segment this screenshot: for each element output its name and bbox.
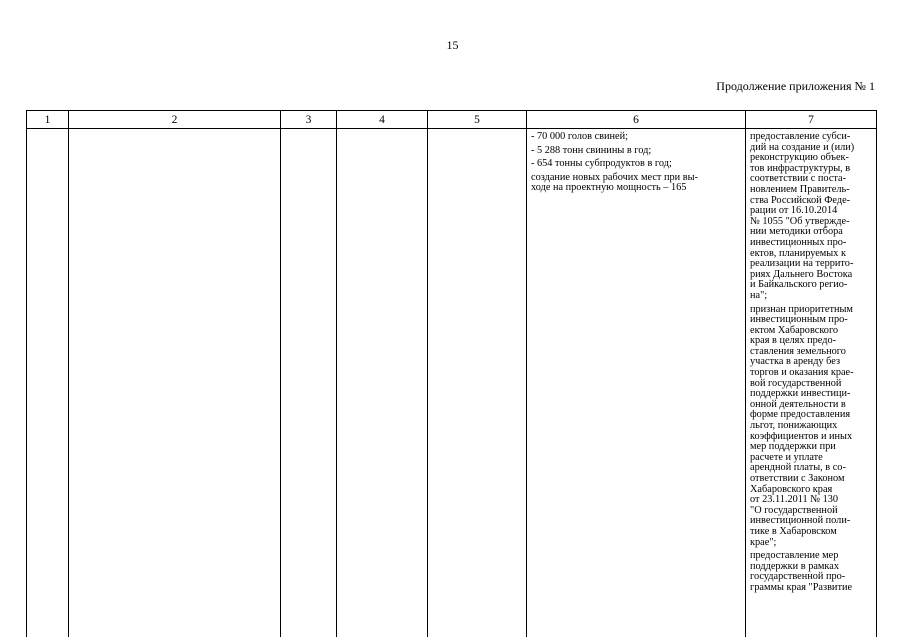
text-line: ства Российской Феде- [750, 194, 851, 206]
text-line: предоставление мер [750, 550, 839, 562]
text-line: соответствии с поста- [750, 173, 847, 185]
text-line: нии методики отбора [750, 226, 843, 238]
column-header-1: 1 [27, 111, 69, 129]
cell-col-6 [527, 129, 746, 638]
text-line: торгов и оказания крае- [750, 367, 854, 379]
text-line: форме предоставления [750, 409, 851, 421]
cell-col-1 [27, 129, 69, 638]
text-line: ходе на проектную мощность – 165 [531, 182, 687, 194]
text-line: тов инфраструктуры, в [750, 162, 851, 174]
text-line: - 654 тонны субпродуктов в год; [531, 158, 672, 170]
text-line: ектом Хабаровского [750, 324, 839, 336]
text-line: от 23.11.2011 № 130 [750, 494, 839, 506]
cell-col-7 [746, 129, 877, 638]
indicators-paragraph [531, 132, 741, 143]
text-line: арендной платы, в со- [750, 462, 846, 474]
support-measures-text [750, 132, 872, 594]
column-header-6: 6 [527, 111, 746, 129]
text-line: онной деятельности в [750, 398, 846, 410]
text-line: инвестиционной поли- [750, 515, 851, 527]
text-line: рации от 16.10.2014 [750, 205, 838, 217]
text-line: и Байкальского регио- [750, 279, 848, 291]
appendix-table [26, 110, 877, 637]
support-measures-paragraph [750, 551, 872, 593]
text-line: инвестиционным про- [750, 314, 848, 326]
page-number: 15 [446, 38, 459, 52]
column-header-7: 7 [746, 111, 877, 129]
text-line: создание новых рабочих мест при вы- [531, 171, 698, 183]
text-line: реконструкцию объек- [750, 152, 849, 164]
cell-col-3 [281, 129, 337, 638]
header-row [27, 111, 877, 129]
text-line: на"; [750, 289, 768, 301]
text-line: поддержки в рамках [750, 560, 839, 572]
cell-col-5 [428, 129, 527, 638]
text-line: мер поддержки при [750, 441, 836, 453]
text-line: крае"; [750, 536, 777, 548]
text-line: "О государственной [750, 504, 838, 516]
text-line: тике в Хабаровском [750, 525, 837, 537]
column-header-2: 2 [69, 111, 281, 129]
indicators-paragraph [531, 159, 741, 170]
table-row [27, 129, 877, 638]
support-measures-paragraph [750, 132, 872, 302]
text-line: ответствии с Законом [750, 473, 845, 484]
cell-col-2 [69, 129, 281, 638]
text-line: расчете и уплате [750, 451, 823, 463]
text-line: Хабаровского края [750, 483, 833, 495]
indicators-paragraph [531, 173, 741, 194]
text-line: - 70 000 голов свиней; [531, 131, 628, 142]
text-line: признан приоритетным [750, 303, 853, 315]
text-line: риях Дальнего Востока [750, 268, 853, 280]
column-header-4: 4 [337, 111, 428, 129]
production-indicators-text [531, 132, 741, 194]
text-line: поддержки инвестици- [750, 388, 851, 400]
text-line: - 5 288 тонн свинины в год; [531, 144, 652, 156]
text-line: граммы края "Развитие [750, 581, 853, 593]
text-line: ектов, планируемых к [750, 247, 846, 259]
text-line: новлением Правитель- [750, 183, 850, 195]
text-line: государственной про- [750, 571, 846, 583]
column-header-5: 5 [428, 111, 527, 129]
appendix-continuation-label: Продолжение приложения № 1 [716, 79, 875, 93]
text-line: коэффициентов и иных [750, 430, 853, 442]
indicators-paragraph [531, 146, 741, 157]
text-line: края в целях предо- [750, 335, 837, 347]
text-line: реализации на террито- [750, 258, 854, 270]
text-line: ставления земельного [750, 345, 846, 357]
text-line: № 1055 "Об утвержде- [750, 215, 850, 227]
text-line: льгот, понижающих [750, 420, 838, 432]
text-line: вой государственной [750, 377, 842, 389]
text-line: инвестиционных про- [750, 236, 847, 248]
text-line: участка в аренду без [750, 356, 841, 368]
support-measures-paragraph [750, 305, 872, 549]
text-line: дий на создание и (или) [750, 141, 855, 153]
cell-col-4 [337, 129, 428, 638]
text-line: предоставление субси- [750, 131, 851, 142]
column-header-3: 3 [281, 111, 337, 129]
